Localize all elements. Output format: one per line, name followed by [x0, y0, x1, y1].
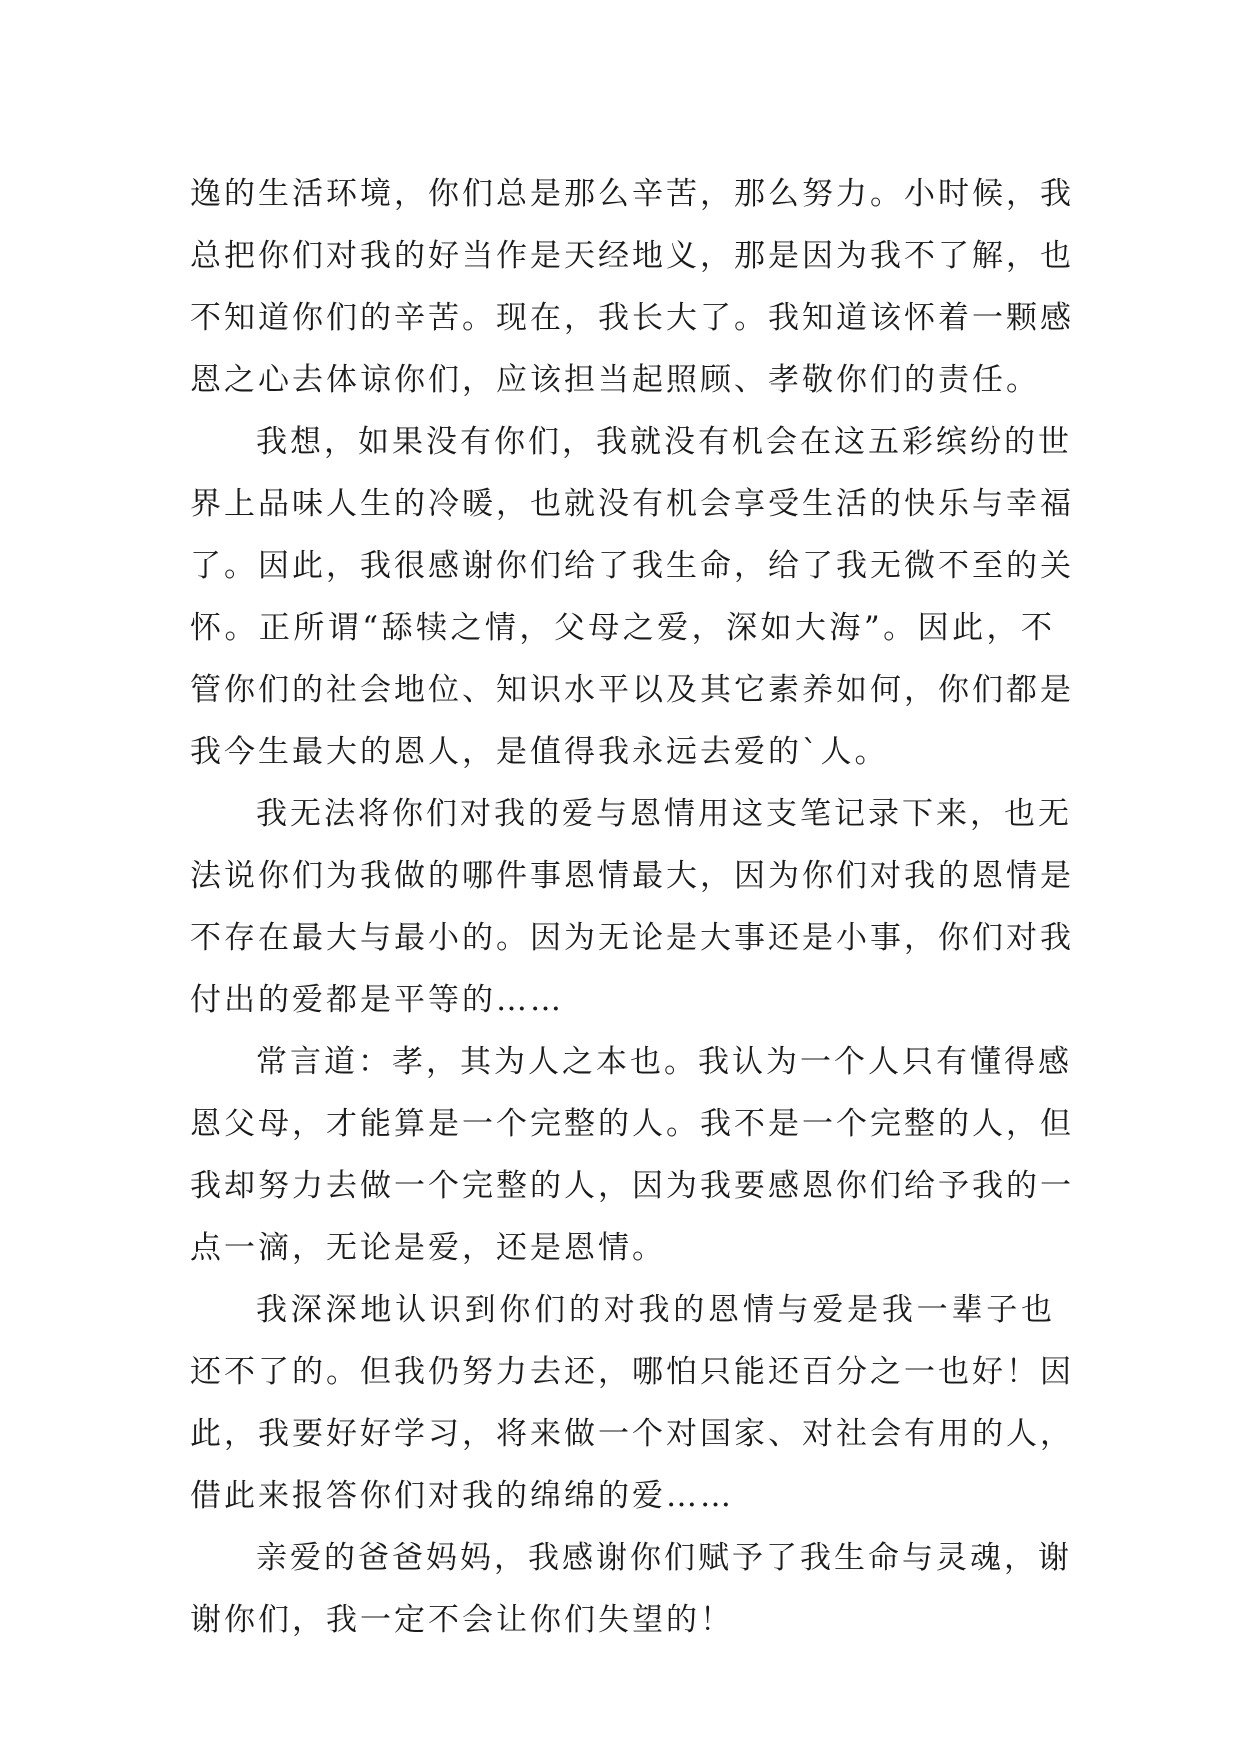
text-line: 点一滴，无论是爱，还是恩情。: [190, 1230, 666, 1266]
text-line: 管你们的社会地位、知识水平以及其它素养如何，你们都是: [190, 672, 1074, 708]
text-line: 恩父母，才能算是一个完整的人。我不是一个完整的人，但: [190, 1106, 1074, 1142]
paragraph-5: [190, 1279, 1074, 1527]
text-line: 此，我要好好学习，将来做一个对国家、对社会有用的人，: [190, 1416, 1074, 1452]
text-line: 亲爱的爸爸妈妈，我感谢你们赋予了我生命与灵魂，谢: [256, 1540, 1072, 1576]
paragraph-2: [190, 411, 1074, 783]
text-line: 法说你们为我做的哪件事恩情最大，因为你们对我的恩情是: [190, 858, 1074, 894]
text-line: 谢你们，我一定不会让你们失望的！: [190, 1602, 734, 1638]
text-line: 我深深地认识到你们的对我的恩情与爱是我一辈子也: [256, 1292, 1055, 1328]
paragraph-3: [190, 783, 1074, 1031]
document-body: [190, 163, 1074, 1651]
text-line: 我却努力去做一个完整的人，因为我要感恩你们给予我的一: [190, 1168, 1074, 1204]
text-line: 总把你们对我的好当作是天经地义，那是因为我不了解，也: [190, 238, 1074, 274]
text-line: 了。因此，我很感谢你们给了我生命，给了我无微不至的关: [190, 548, 1074, 584]
paragraph-6: [190, 1527, 1072, 1651]
text-line: 我无法将你们对我的爱与恩情用这支笔记录下来，也无: [256, 796, 1072, 832]
text-line: 怀。正所谓“舔犊之情，父母之爱，深如大海”。因此，不: [190, 610, 1055, 646]
text-line: 还不了的。但我仍努力去还，哪怕只能还百分之一也好！因: [190, 1354, 1074, 1390]
text-line: 我今生最大的恩人，是值得我永远去爱的`人。: [190, 734, 889, 770]
text-line: 付出的爱都是平等的……: [190, 982, 564, 1018]
paragraph-4: [190, 1031, 1074, 1279]
text-line: 界上品味人生的冷暖，也就没有机会享受生活的快乐与幸福: [190, 486, 1074, 522]
text-line: 我想，如果没有你们，我就没有机会在这五彩缤纷的世: [256, 424, 1072, 460]
text-line: 不存在最大与最小的。因为无论是大事还是小事，你们对我: [190, 920, 1074, 956]
paragraph-1: [190, 163, 1074, 411]
text-line: 借此来报答你们对我的绵绵的爱……: [190, 1478, 734, 1514]
text-line: 恩之心去体谅你们，应该担当起照顾、孝敬你们的责任。: [190, 362, 1040, 398]
text-line: 逸的生活环境，你们总是那么辛苦，那么努力。小时候，我: [190, 176, 1074, 212]
text-line: 常言道：孝，其为人之本也。我认为一个人只有懂得感: [256, 1044, 1072, 1080]
text-line: 不知道你们的辛苦。现在，我长大了。我知道该怀着一颗感: [190, 300, 1074, 336]
